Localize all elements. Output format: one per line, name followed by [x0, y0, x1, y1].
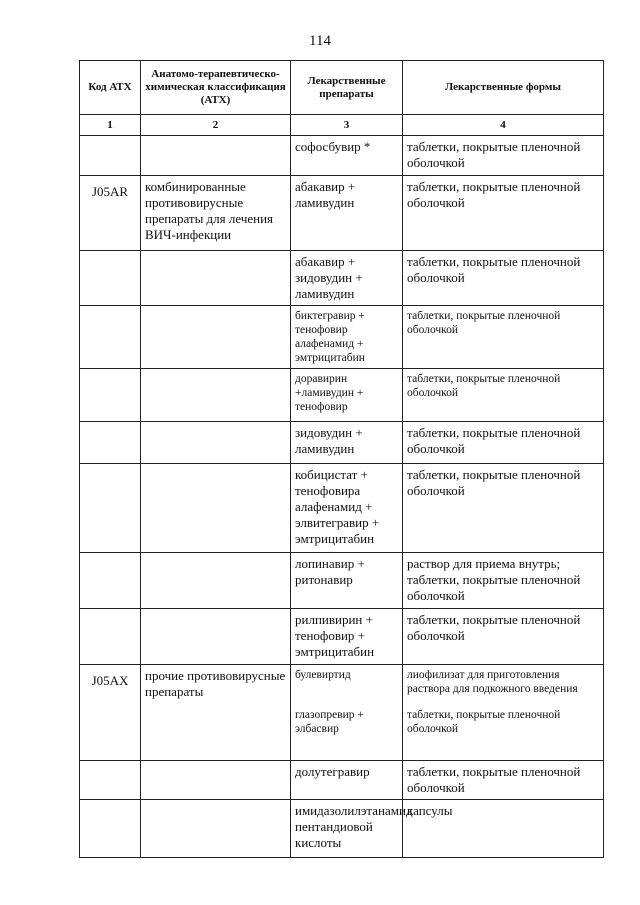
header-drugs: Лекарственные препараты [291, 61, 403, 115]
drug-name: глазопревир + элбасвир [295, 709, 364, 735]
drug-name: доравирин +ламивудин + тенофовир [291, 369, 403, 422]
dosage-form: таблетки, покрытые пленочной оболочкой [403, 609, 604, 665]
atc-code [80, 464, 141, 553]
table-row [80, 800, 604, 858]
table-row [80, 176, 604, 251]
dosage-form: таблетки, покрытые пленочной оболочкой [403, 422, 604, 464]
header-row [80, 61, 604, 115]
atc-code [80, 136, 141, 176]
dosage-form: таблетки, покрытые пленочной оболочкой [403, 306, 604, 369]
drug-name: булевиртид [295, 669, 351, 681]
drug-name: кобицистат + тенофовира алафенамид + элвитегравир + эмтрицитабин [291, 464, 403, 553]
atc-code: J05AR [80, 176, 141, 251]
dosage-form: таблетки, покрытые пленочной оболочкой [403, 176, 604, 251]
atc-code [80, 800, 141, 858]
dosage-form: таблетки, покрытые пленочной оболочкой [403, 369, 604, 422]
drug-name: абакавир + зидовудин + ламивудин [291, 251, 403, 306]
atc-code [80, 553, 141, 609]
atc-class [141, 464, 291, 553]
col-number: 1 [80, 115, 141, 136]
atc-class [141, 761, 291, 800]
atc-code [80, 369, 141, 422]
col-number: 4 [403, 115, 604, 136]
form-cell [403, 665, 604, 761]
drug-name: лопинавир + ритонавир [291, 553, 403, 609]
atc-class [141, 609, 291, 665]
table-row [80, 422, 604, 464]
dosage-form: раствор для приема внутрь; таблетки, покрытые пленочной оболочкой [403, 553, 604, 609]
table-row [80, 369, 604, 422]
atc-class [141, 553, 291, 609]
spacer [295, 682, 398, 708]
drug-name: софосбувир * [291, 136, 403, 176]
dosage-form: таблетки, покрытые пленочной оболочкой [407, 709, 561, 735]
table-row [80, 136, 604, 176]
atc-class [141, 306, 291, 369]
table-row [80, 761, 604, 800]
atc-class [141, 422, 291, 464]
drug-name: долутегравир [291, 761, 403, 800]
table-row [80, 251, 604, 306]
page-number: 114 [309, 33, 331, 49]
atc-class: комбинированные противовирусные препараты для лечения ВИЧ-инфекции [141, 176, 291, 251]
atc-code [80, 251, 141, 306]
table-row [80, 665, 604, 761]
dosage-form: лиофилизат для приготовления раствора для подкожного введения [407, 669, 578, 695]
atc-class: прочие противовирусные препараты [141, 665, 291, 761]
atc-class [141, 136, 291, 176]
dosage-form: таблетки, покрытые пленочной оболочкой [403, 136, 604, 176]
column-number-row [80, 115, 604, 136]
atc-class [141, 369, 291, 422]
col-number: 2 [141, 115, 291, 136]
header-code: Код АТХ [80, 61, 141, 115]
dosage-form: таблетки, покрытые пленочной оболочкой [403, 464, 604, 553]
drug-name: имидазолилэтанамид пентандиовой кислоты [291, 800, 403, 858]
drug-cell [291, 665, 403, 761]
drug-name: зидовудин + ламивудин [291, 422, 403, 464]
drug-name: абакавир + ламивудин [291, 176, 403, 251]
atc-class [141, 800, 291, 858]
table-row [80, 553, 604, 609]
header-classification: Анатомо-терапевтическо-химическая классификация (АТХ) [141, 61, 291, 115]
drug-name: рилпивирин + тенофовир + эмтрицитабин [291, 609, 403, 665]
atc-code [80, 609, 141, 665]
atc-code [80, 422, 141, 464]
dosage-form: капсулы [403, 800, 604, 858]
drug-table [79, 60, 604, 858]
drug-name: биктегравир + тенофовир алафенамид + эмтрицитабин [291, 306, 403, 369]
header-forms: Лекарственные формы [403, 61, 604, 115]
table-row [80, 609, 604, 665]
dosage-form: таблетки, покрытые пленочной оболочкой [403, 761, 604, 800]
atc-code [80, 761, 141, 800]
atc-code: J05AX [80, 665, 141, 761]
table-row [80, 464, 604, 553]
dosage-form: таблетки, покрытые пленочной оболочкой [403, 251, 604, 306]
table-row [80, 306, 604, 369]
col-number: 3 [291, 115, 403, 136]
atc-code [80, 306, 141, 369]
atc-class [141, 251, 291, 306]
spacer [407, 696, 599, 708]
